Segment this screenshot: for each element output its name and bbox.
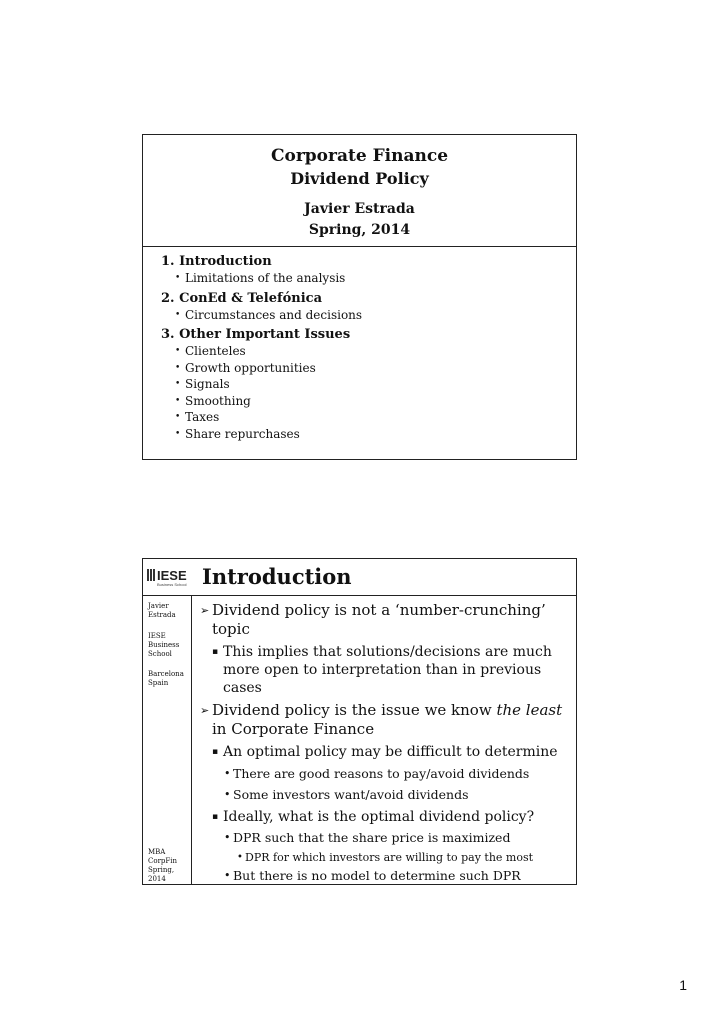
sidebar-author: Javier Estrada — [148, 602, 176, 619]
bullet-level4: • DPR for which investors are willing to pay the most — [237, 851, 534, 864]
toc-section-heading: 1. Introduction — [161, 254, 272, 269]
bullet-icon: • — [175, 379, 181, 389]
bullet-level1: ➢ Dividend policy is not a ‘number-crunching’ topic — [200, 601, 546, 638]
toc-item: • Smoothing — [175, 393, 251, 408]
bullet-icon: • — [175, 309, 181, 320]
dot-bullet-icon: • — [224, 788, 231, 801]
bullet-level3: • But there is no model to determine such DPR — [224, 868, 521, 883]
toc-item: • Growth opportunities — [175, 360, 316, 375]
introduction-slide — [142, 558, 577, 885]
bullet-level1: ➢ Dividend policy is the issue we know the least in Corporate Finance — [200, 701, 563, 738]
square-bullet-icon: ▪ — [212, 812, 219, 822]
bullet-level3: • Some investors want/avoid dividends — [224, 787, 469, 802]
dot-bullet-icon: • — [237, 852, 243, 863]
course-subtitle: Dividend Policy — [290, 169, 429, 188]
toc-item: • Clienteles — [175, 344, 246, 358]
sidebar-location: Barcelona Spain — [148, 670, 184, 687]
dot-bullet-icon: • — [224, 767, 231, 780]
dot-bullet-icon: • — [224, 869, 231, 882]
toc-section-heading: 3. Other Important Issues — [161, 327, 351, 342]
bullet-level2: ▪ Ideally, what is the optimal dividend policy? — [212, 809, 535, 825]
svg-text:IESE: IESE — [157, 568, 187, 583]
bullet-icon: • — [175, 428, 181, 439]
toc-item: • Circumstances and decisions — [175, 307, 363, 322]
arrow-bullet-icon: ➢ — [200, 704, 210, 717]
toc-item: • Taxes — [175, 410, 220, 424]
term: Spring, 2014 — [308, 222, 411, 238]
page-number: 1 — [679, 977, 687, 993]
bullet-level3: • DPR such that the share price is maximized — [224, 830, 511, 845]
course-title: Corporate Finance — [270, 146, 449, 166]
slide-sidebar — [143, 596, 192, 884]
svg-text:Business School: Business School — [157, 582, 187, 587]
title-slide — [142, 134, 577, 460]
table-of-contents — [143, 247, 576, 442]
sidebar-school: IESE Business School — [148, 632, 180, 658]
bullet-level2: ▪ An optimal policy may be difficult to determine — [212, 744, 558, 760]
arrow-bullet-icon: ➢ — [200, 604, 210, 617]
slide-title: Introduction — [202, 564, 352, 589]
bullet-level3: • There are good reasons to pay/avoid dividends — [224, 766, 530, 781]
toc-section-heading: 2. ConEd & Telefónica — [161, 290, 323, 306]
bullet-icon: • — [175, 273, 181, 283]
square-bullet-icon: ▪ — [212, 647, 219, 657]
toc-item: • Share repurchases — [175, 426, 300, 441]
title-slide-header — [143, 135, 576, 247]
toc-item: • Limitations of the analysis — [175, 271, 346, 285]
author-name: Javier Estrada — [304, 201, 415, 217]
bullet-level2: ▪ This implies that solutions/decisions are much more open to interpretation than in previous cases — [212, 644, 552, 696]
bullet-icon: • — [175, 412, 181, 422]
square-bullet-icon: ▪ — [212, 747, 219, 757]
toc-item: • Signals — [175, 377, 230, 391]
dot-bullet-icon: • — [224, 831, 231, 844]
bullet-icon: • — [175, 395, 181, 406]
bullet-icon: • — [175, 346, 181, 356]
slide-header-bar — [143, 559, 576, 596]
iese-logo — [147, 567, 191, 587]
bullet-icon: • — [175, 362, 181, 373]
slide-content — [200, 601, 572, 884]
sidebar-course: MBA CorpFin Spring, 2014 — [148, 848, 178, 883]
